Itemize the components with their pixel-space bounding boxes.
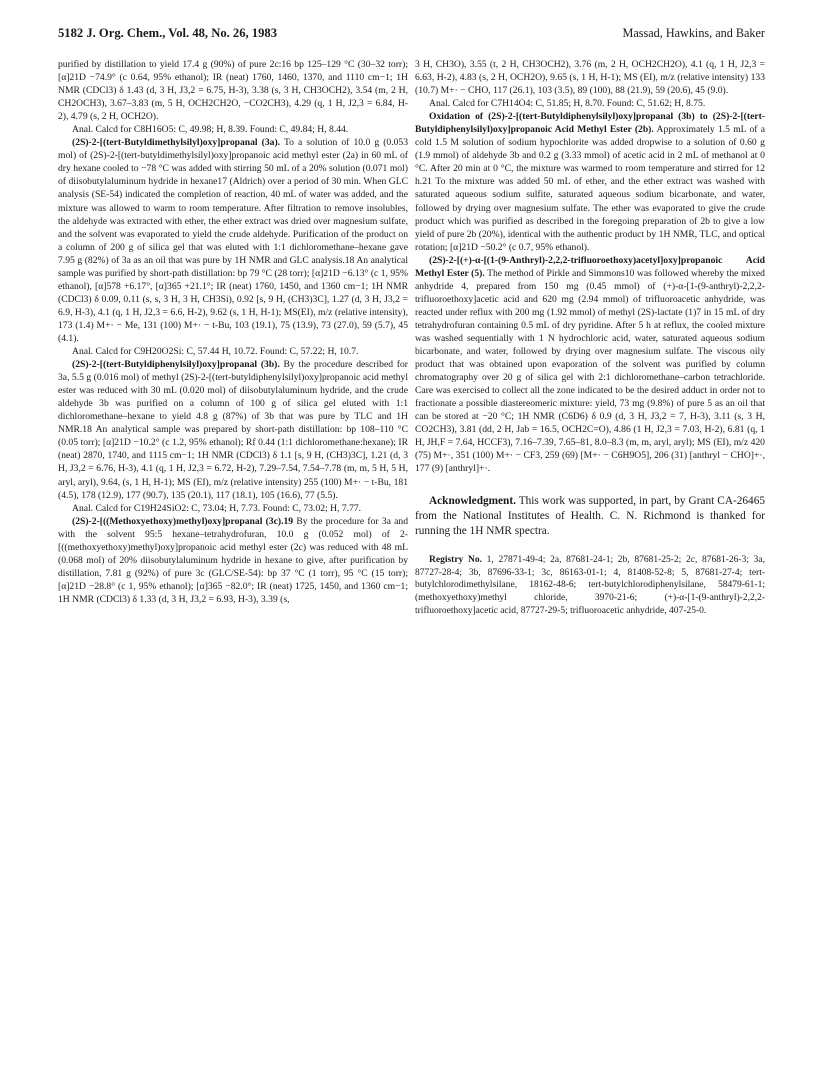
acknowledgment <box>415 494 765 539</box>
body-5: The method of Pirkle and Simmons10 was followed whereby the mixed anhydride 4, prepared from 150 mg (0.45 mmol) of (+)-α-[1-(9-anthryl)-2,2,2-trifluoroethoxy]acetic acid and 620 mg (2.94 mmol) of trifluoroacetic anhydride, was reacted under reflux with 200 mg (1.92 mmol) of methyl (2S)-lactate (1)7 in 15 mL of dry tetrahydrofuran containing 0.5 mL of dry pyridine. After 5 h at reflux, the cooled mixture was washed sequentially with 1 N hydrochloric acid, water, saturated aqueous sodium bicarbonate, and water, followed by drying over magnesium sulfate. The viscous oily product that was obtained upon evaporation of the solvent was purified by column chromatography over 20 g of silica gel with 2:1 dichloromethane–carbon tetrachloride. Care was exercised to collect all the zone indicated to be the desired adduct in order not to fractionate a possible diastereomeric mixture: yield, 73 mg (9.8%) of pure 5 as an oil that can be stored at −20 °C; 1H NMR (C6D6) δ 0.9 (d, 3 H, J3,2 = 7, H-3), 3.11 (s, 3 H, CO2CH3), 3.81 (dd, 2 H, Jab = 16.5, OCH2C=O), 4.86 (1 H, J2,3 = 7.03, H-2), 6.81 (q, 1 H, JH,F = 7.64, HCCF3), 7.16–7.39, 7.65–81, 8.0–8.3 (m, m, aryl, aryl); MS (EI), m/z 420 (75) M+·, 351 (100) M+· − CF3, 259 (69) [M+· − C6H9O5], 206 (31) [anthryl − CHO]+·, 177 (9) [anthryl]+·. <box>415 267 765 475</box>
body-3c: By the procedure for 3a and with the solvent 95:5 hexane–tetrahydrofuran, 10.0 g (0.052 mol) of 2-[((methoxyethoxy)methyl)oxy]propanoic acid methyl ester (2c) was reduced with 48 mL (0.068 mol) of 20% diisobutylaluminum hydride in hexane to give, after purification by distillation, 7.81 g (92%) of pure 3c (GLC/SE-54): bp 37 °C (1 torr), 95 °C (15 torr); [α]21D −28.8° (c 1, 95% ethanol); [α]365 −82.0°; IR (neat) 1725, 1450, and 1360 cm−1; 1H NMR (CDCl3) δ 1.33 (d, 3 H, J3,2 = 6.93, H-3), 3.39 (s, <box>58 515 408 605</box>
author-list: Massad, Hawkins, and Baker <box>622 26 765 40</box>
body-3b: By the procedure described for 3a, 5.5 g (0.016 mol) of methyl (2S)-2-[(tert-butyldiphenylsilyl)oxy]propanoic acid methyl ester was reduced with 30 mL (0.020 mol) of diisobutylaluminum hydride, and the crude aldehyde 3b was purified on a column of 100 g of silica gel eluted with 1:1 dichloromethane–hexane to yield 4.8 g (87%) of 3b that was pure by TLC and 1H NMR.18 An analytical sample was prepared by short-path distillation: bp 108–110 °C (0.05 torr); [α]21D −10.2° (c 1.2, 95% ethanol); Rf 0.44 (1:1 dichloromethane:hexane); IR (neat) 2870, 1740, and 1115 cm−1; 1H NMR (CDCl3) δ 1.1 [s, 9 H, (CH3)3C], 1.21 (d, 3 H, J3,2 = 6.76, H-3), 4.1 (q, 1 H, J2,3 = 6.72, H-2), 7.29–7.54, 7.54–7.78 (m, m, 5 H, 5 H, aryl, aryl), 9.64, (s, 1 H, H-1); MS (EI), m/z (relative intensity) 255 (100) M+· − t-Bu, 181 (4.5), 178 (12.9), 177 (90.7), 135 (20.1), 117 (18.1), 105 (16.6), 77 (5.5). <box>58 359 408 501</box>
heading-5: (2S)-2-[(+)-α-[(1-(9-Anthryl)-2,2,2-trifluoroethoxy)acetyl]oxy]propanoic Acid Methyl Ester (5). <box>415 254 765 279</box>
registry-heading: Registry No. <box>429 554 482 565</box>
nmr-data-2c: purified by distillation to yield 17.4 g (90%) of pure 2c:16 bp 125–129 °C (30–32 torr); [α]21D −74.9° (c 0.64, 95% ethanol); IR (neat) 1760, 1460, 1370, and 1110 cm−1; 1H NMR (CDCl3) δ 1.43 (d, 3 H, J3,2 = 6.75, H-3), 3.38 (s, 3 H, CH3OCH2), 3.54 (m, 2 H, CH2OCH3), 3.67–3.83 (m, 5 H, OCH2CH2O, −CO2CH3), 4.29 (q, 1 H, J2,3 = 6.84, H-2), 4.79 (s, 2 H, OCH2O). <box>58 59 408 123</box>
procedure-3a <box>58 136 408 345</box>
running-header <box>58 26 765 44</box>
procedure-3b <box>58 358 408 502</box>
analysis-3b: Anal. Calcd for C19H24SiO2: C, 73.04; H, 7.73. Found: C, 73.02; H, 7.77. <box>72 502 362 514</box>
heading-3a: (2S)-2-[(tert-Butyldimethylsilyl)oxy]propanal (3a). <box>72 137 281 149</box>
left-column <box>58 58 408 606</box>
nmr-data-3c: 3 H, CH3O), 3.55 (t, 2 H, CH3OCH2), 3.76 (m, 2 H, OCH2CH2O), 4.1 (q, 1 H, J2,3 = 6.63, H-2), 4.83 (s, 2 H, OCH2O), 9.65 (s, 1 H, H-1); MS (EI), m/z (relative intensity) 133 (10.7) M+· − CHO, 117 (26.1), 103 (3.5), 89 (100), 88 (21.9), 59 (20.6), 45 (9.0). <box>415 59 765 97</box>
heading-oxidation: Oxidation of (2S)-2-[(tert-Butyldiphenylsilyl)oxy]propanal (3b) to (2S)-2-[(tert-Butyldiphenylsilyl)oxy]propanoic Acid Methyl Ester (2b). <box>415 111 765 136</box>
acknowledgment-text: This work was supported, in part, by Grant CA-26465 from the National Institutes of Health. C. N. Richmond is thanked for running the 1H NMR spectra. <box>415 494 765 537</box>
procedure-5 <box>415 254 765 476</box>
acknowledgment-heading: Acknowledgment. <box>429 494 516 507</box>
journal-citation: 5182 J. Org. Chem., Vol. 48, No. 26, 1983 <box>58 26 277 40</box>
right-column <box>415 58 765 618</box>
procedure-3c <box>58 515 408 606</box>
heading-3b: (2S)-2-[(tert-Butyldiphenylsilyl)oxy]propanal (3b). <box>72 359 280 371</box>
analysis-3c: Anal. Calcd for C7H14O4: C, 51.85; H, 8.70. Found: C, 51.62; H, 8.75. <box>429 98 706 110</box>
analysis-3a: Anal. Calcd for C9H20O2Si: C, 57.44 H, 10.72. Found: C, 57.22; H, 10.7. <box>72 346 359 358</box>
registry-section <box>415 554 765 618</box>
body-oxidation: Approximately 1.5 mL of a cold 1.5 M solution of sodium hypochlorite was added dropwise to a solution of 0.60 g (1.9 mmol) of aldehyde 3b and 0.2 g (3.33 mmol) of acetic acid in 2 mL of methanol at 0 °C. After 20 min at 0 °C, the mixture was warmed to room temperature and stirred for 12 h.21 To the mixture was added 50 mL of ether, and the ether extract was washed with saturated aqueous sodium sulfite, saturated aqueous sodium bicarbonate, and water, followed by drying over magnesium sulfate. The ether was evaporated to give the crude product which was purified as described in the foregoing preparation of 2b to give a low yield of pure 2b (20%), identical with the authentic product by 1H NMR, TLC, and optical rotation; [α]21D −50.2° (c 0.7, 95% ethanol). <box>415 124 765 253</box>
analysis-2c: Anal. Calcd for C8H16O5: C, 49.98; H, 8.39. Found: C, 49.84; H, 8.44. <box>72 124 349 136</box>
procedure-oxidation <box>415 110 765 254</box>
registry-numbers: 1, 27871-49-4; 2a, 87681-24-1; 2b, 87681-25-2; 2c, 87681-26-3; 3a, 87727-28-4; 3b, 87696-33-1; 3c, 86163-01-1; 4, 81408-52-8; 5, 87681-27-4; tert-butylchlorodimethylsilane, 18162-48-6; tert-butylchlorodiphenylsilane, 58479-61-1; (methoxyethoxy)methyl chloride, 3970-21-6; (+)-α-[1-(9-anthryl)-2,2,2-trifluoroethoxy]acetic acid, 87727-29-5; trifluoroacetic anhydride, 407-25-0. <box>415 554 765 616</box>
body-3a: To a solution of 10.0 g (0.053 mol) of (2S)-2-[(tert-butyldimethylsilyl)oxy]propanoic acid methyl ester (2a) in 60 mL of dry hexane cooled to −78 °C was added with stirring 50 mL of a 20% solution (0.071 mol) of diisobutylaluminum hydride in hexane17 (Aldrich) over a period of 30 min. When GLC analysis (SE-54) indicated the completion of reaction, 40 mL of water was added, and the mixture was allowed to warm to room temperature. After filtration to remove insolubles, the aldehyde was extracted with ether, the ether extract was dried over magnesium sulfate, and the solvent was evaporated to yield the crude aldehyde. Purification of the product on a column of 200 g of silica gel that was eluted with 1:1 dichloromethane–hexane gave 7.95 g (82%) of 3a as an oil that was pure by 1H NMR and GLC analysis.18 An analytical sample was purified by short-path distillation: bp 79 °C (28 torr); [α]21D −6.13° (c 1, 95% ethanol), [α]578 +6.17°, [α]365 +21.1°; IR (neat) 1760, 1450, and 1360 cm−1; 1H NMR (CDCl3) δ 0.09, 0.11 (s, s, 3 H, 3 H, CH3Si), 0.92 [s, 9 H, (CH3)3C], 1.27 (d, 3 H, J3,2 = 6.9, H-3), 4.1 (q, 1 H, J2,3 = 6.6, H-2), 9.62 (s, 1 H, H-1); MS(EI), m/z (relative intensity), 173 (1.4) M+· − Me, 131 (100) M+· − t-Bu, 103 (19.1), 75 (13.9), 73 (27.0), 59 (5.7), 45 (4.1). <box>58 137 409 344</box>
heading-3c: (2S)-2-[((Methoxyethoxy)methyl)oxy]propanal (3c).19 <box>72 515 294 527</box>
